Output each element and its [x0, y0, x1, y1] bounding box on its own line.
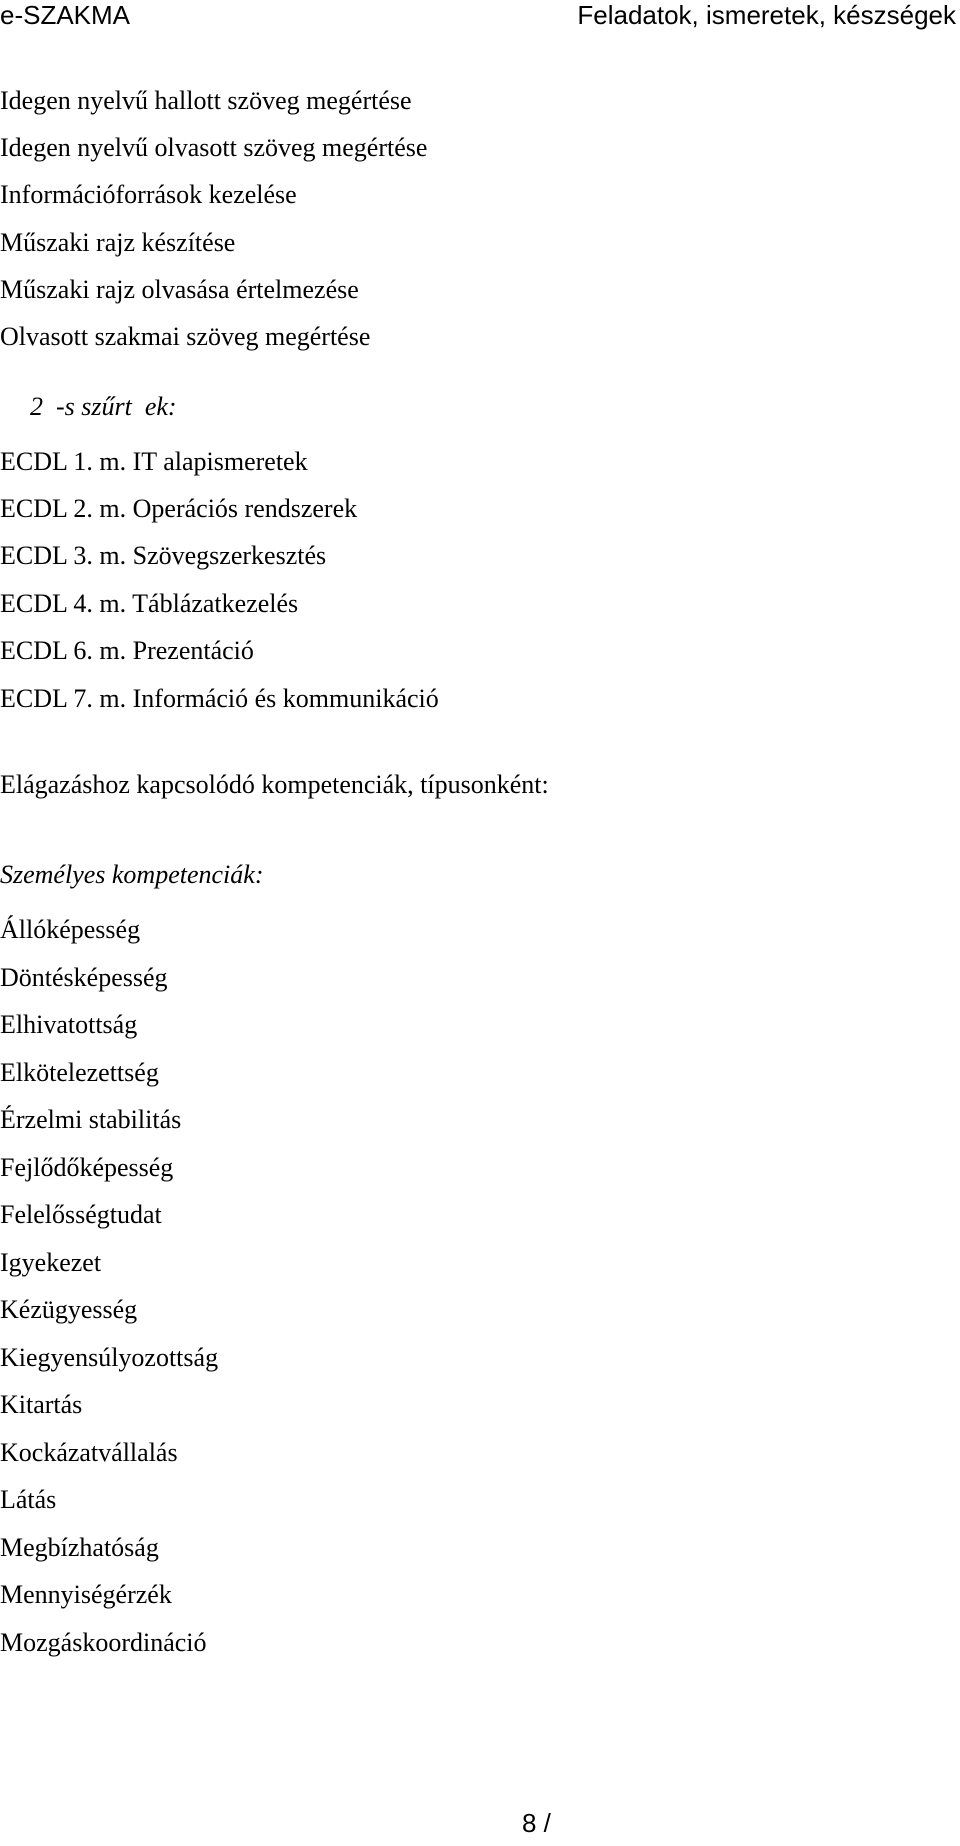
- ecdl-item: ECDL 4. m. Táblázatkezelés: [0, 589, 299, 618]
- personal-heading: Személyes kompetenciák:: [0, 860, 264, 889]
- competency-item: Kiegyensúlyozottság: [0, 1343, 219, 1372]
- page-header: [0, 0, 960, 40]
- competency-item: Felelősségtudat: [0, 1200, 162, 1229]
- skill-item: Olvasott szakmai szöveg megértése: [0, 322, 371, 351]
- ecdl-heading: 2 -s szűrt ek:: [30, 392, 177, 421]
- ecdl-item: ECDL 2. m. Operációs rendszerek: [0, 494, 358, 523]
- ecdl-item: ECDL 3. m. Szövegszerkesztés: [0, 541, 327, 570]
- skill-item: Műszaki rajz olvasása értelmezése: [0, 275, 359, 304]
- skill-item: Információforrások kezelése: [0, 180, 297, 209]
- ecdl-item: ECDL 6. m. Prezentáció: [0, 636, 254, 665]
- skill-item: Idegen nyelvű hallott szöveg megértése: [0, 86, 412, 115]
- header-site-name: e-SZAKMA: [0, 0, 131, 30]
- competency-item: Látás: [0, 1485, 57, 1514]
- skill-item: Műszaki rajz készítése: [0, 228, 236, 257]
- page-number: 8 /: [522, 1808, 551, 1838]
- competency-item: Érzelmi stabilitás: [0, 1105, 182, 1134]
- competency-item: Döntésképesség: [0, 963, 168, 992]
- competency-item: Mennyiségérzék: [0, 1580, 172, 1609]
- branch-intro: Elágazáshoz kapcsolódó kompetenciák, típusonként:: [0, 770, 549, 799]
- competency-item: Megbízhatóság: [0, 1533, 159, 1562]
- competency-item: Fejlődőképesség: [0, 1153, 174, 1182]
- competency-item: Elkötelezettség: [0, 1058, 159, 1087]
- skill-item: Idegen nyelvű olvasott szöveg megértése: [0, 133, 428, 162]
- competency-item: Kockázatvállalás: [0, 1438, 178, 1467]
- competency-item: Kézügyesség: [0, 1295, 138, 1324]
- competency-item: Elhivatottság: [0, 1010, 138, 1039]
- header-section-title: Feladatok, ismeretek, készségek: [577, 0, 956, 30]
- competency-item: Mozgáskoordináció: [0, 1628, 207, 1657]
- competency-item: Állóképesség: [0, 915, 141, 944]
- ecdl-item: ECDL 1. m. IT alapismeretek: [0, 447, 308, 476]
- competency-item: Kitartás: [0, 1390, 83, 1419]
- ecdl-item: ECDL 7. m. Információ és kommunikáció: [0, 684, 439, 713]
- competency-item: Igyekezet: [0, 1248, 102, 1277]
